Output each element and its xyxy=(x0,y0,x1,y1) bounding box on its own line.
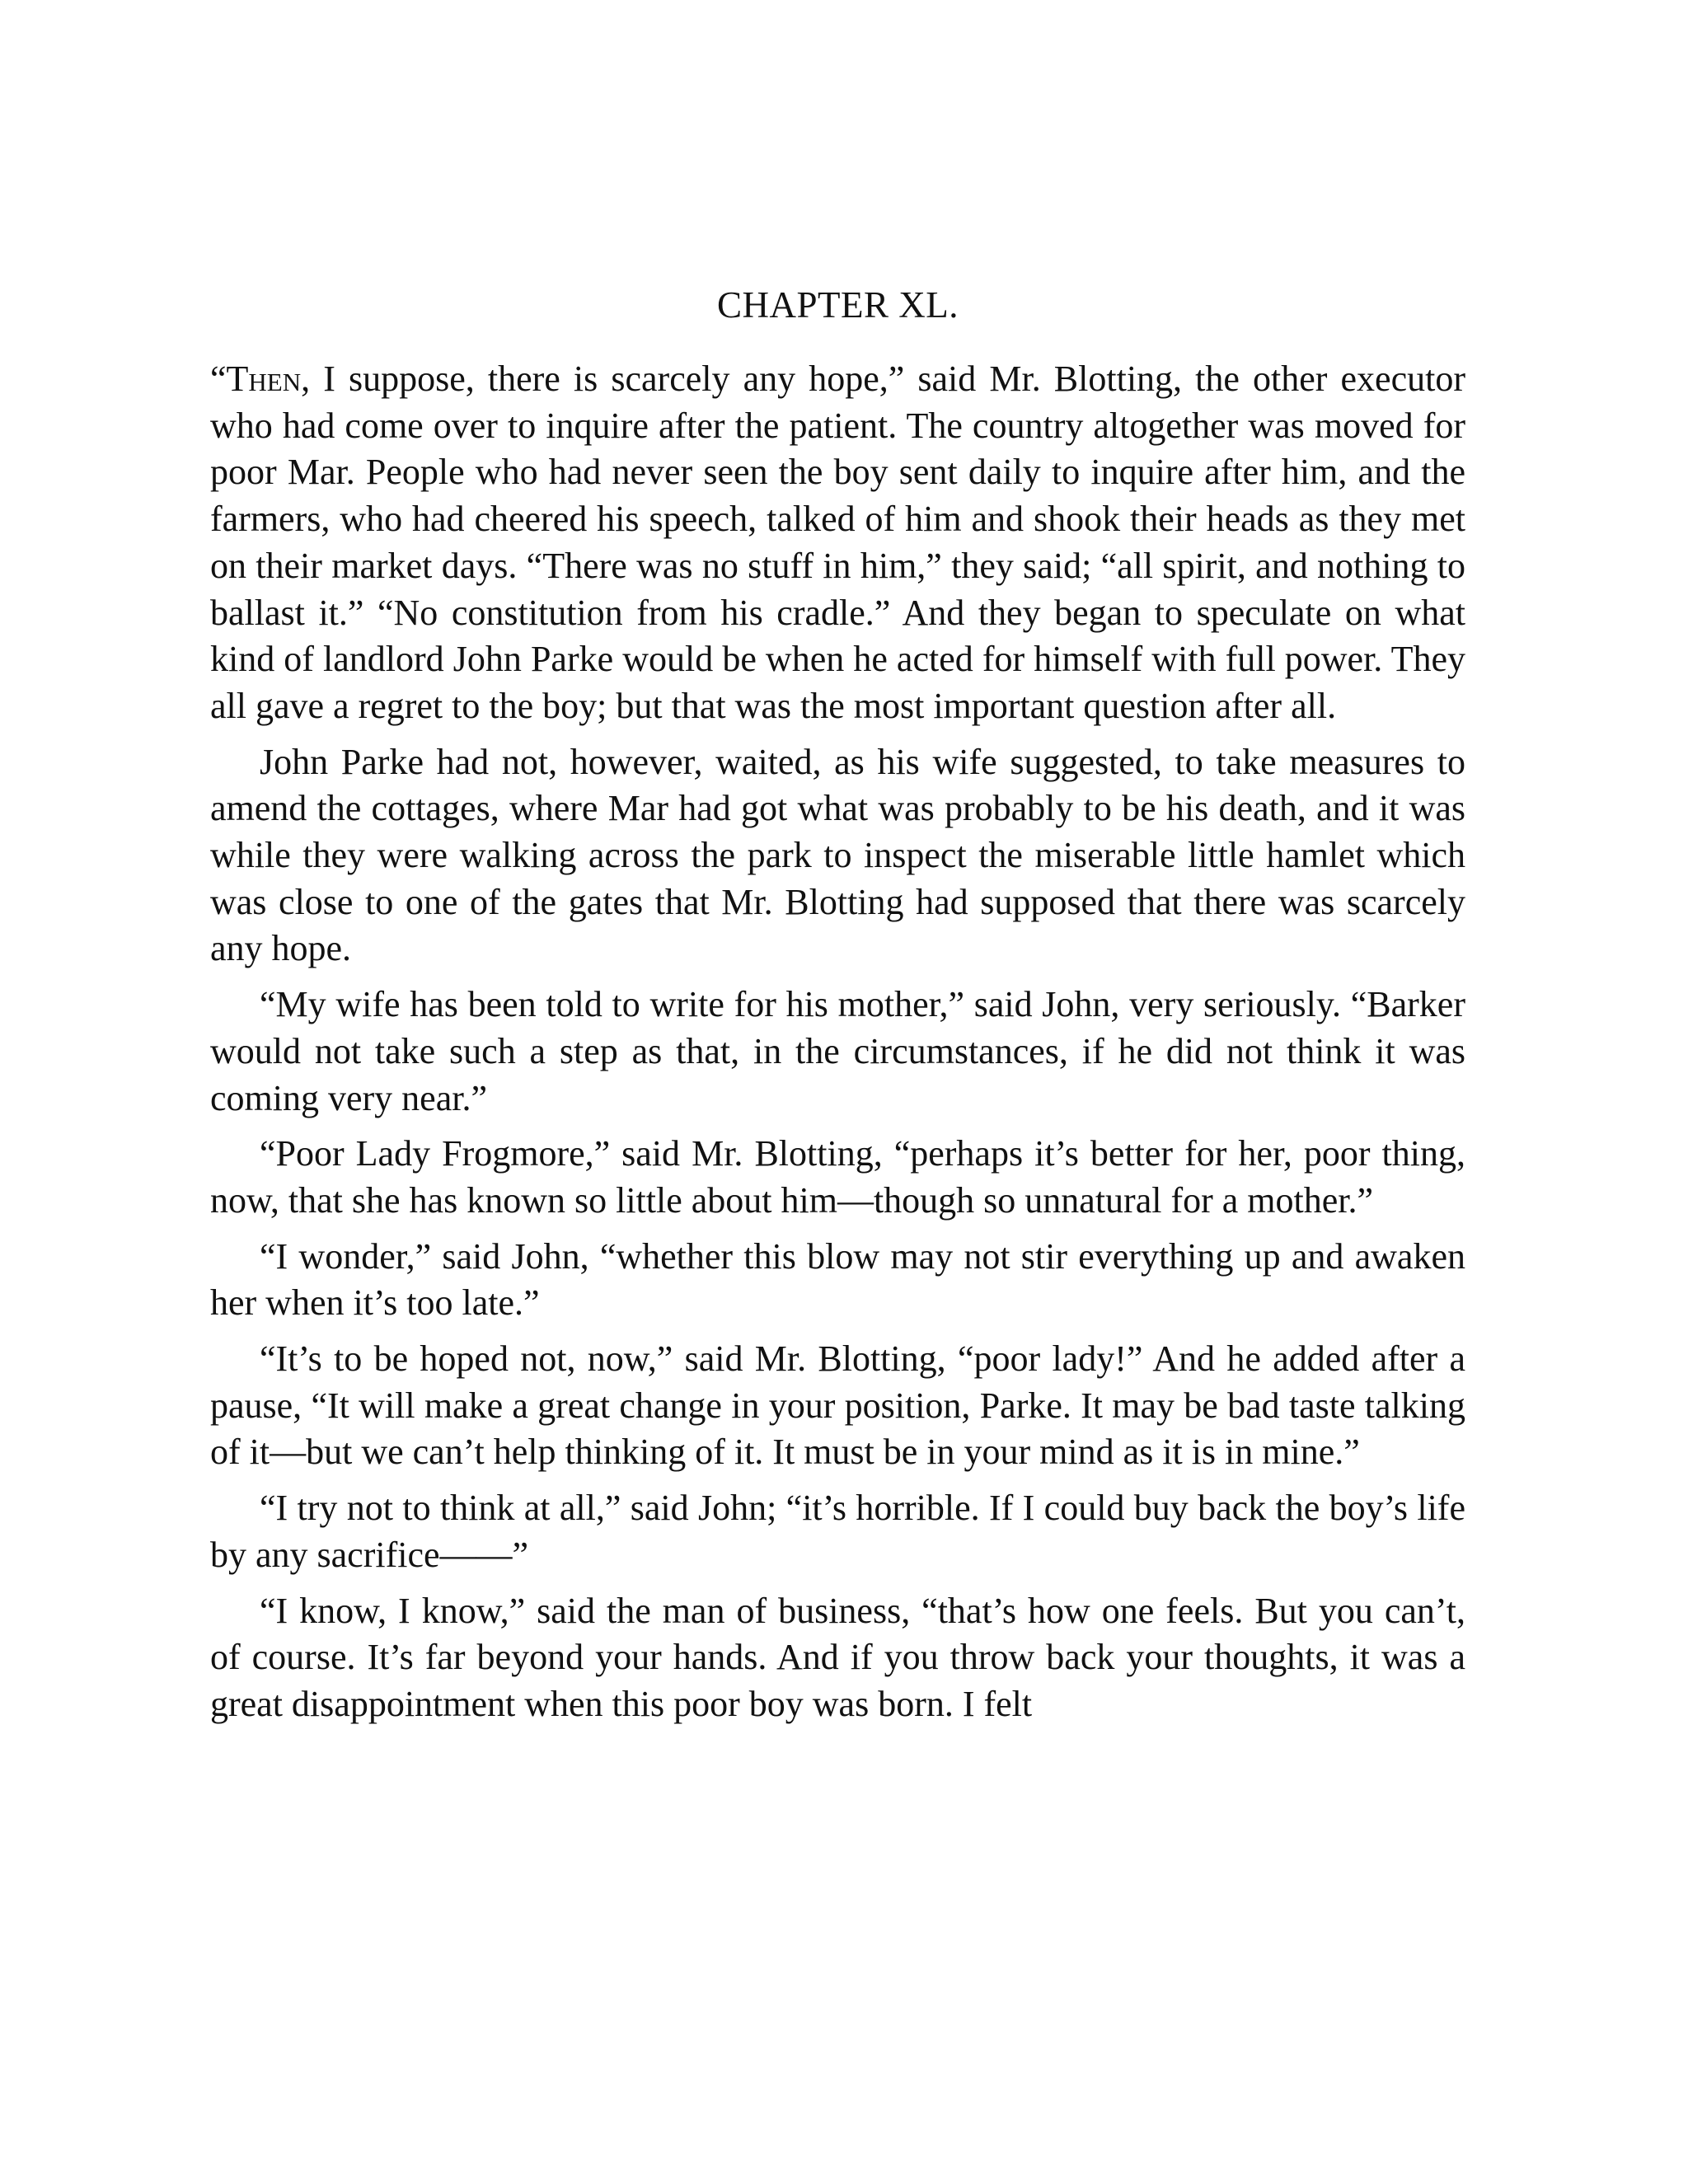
paragraph-5: “I wonder,” said John, “whether this blow may not stir everything up and awaken her when it’s too late.” xyxy=(210,1235,1465,1324)
paragraph-7: “I try not to think at all,” said John; “it’s horrible. If I could buy back the boy’s life by any sacrifice——” xyxy=(210,1488,1465,1575)
paragraph-1-open-quote: “ xyxy=(210,359,227,399)
paragraph-4: “Poor Lady Frogmore,” said Mr. Blotting, “perhaps it’s better for her, poor thing, now, that she has known so little about him—though so unnatural for a mother.” xyxy=(210,1133,1465,1221)
paragraph-1-smallcaps-lead: Then xyxy=(226,359,302,399)
chapter-title: CHAPTER XL. xyxy=(716,284,959,326)
book-page xyxy=(210,280,1465,1737)
paragraph-3: “My wife has been told to write for his mother,” said John, very seriously. “Barker would not take such a step as that, in the circumstances, if he did not think it was coming very near.” xyxy=(210,984,1465,1118)
paragraph-6: “It’s to be hoped not, now,” said Mr. Blotting, “poor lady!” And he added after a pause, “It will make a great change in your position, Parke. It may be bad taste talking of it—but we can’t help thinking of it. It must be in your mind as it is in mine.” xyxy=(210,1338,1465,1473)
paragraph-8: “I know, I know,” said the man of business, “that’s how one feels. But you can’t, of course. It’s far beyond your hands. And if you throw back your thoughts, it was a great disappointment when this poor boy was born. I felt xyxy=(210,1590,1465,1724)
paragraph-1 xyxy=(210,356,1465,730)
paragraph-2: John Parke had not, however, waited, as his wife suggested, to take measures to amend the cottages, where Mar had got what was probably to be his death, and it was while they were walking across the park to inspect the miserable little hamlet which was close to one of the gates that Mr. Blotting had supposed that there was scarcely any hope. xyxy=(210,741,1465,969)
paragraph-1-text: , I suppose, there is scarcely any hope,” said Mr. Blotting, the other executor who had come over to inquire after the patient. The country altogether was moved for poor Mar. People who had never seen the boy sent daily to inquire after him, and the farmers, who had cheered his speech, talked of him and shook their heads as they met on their market days. “There was no stuff in him,” they said; “all spirit, and nothing to ballast it.” “No constitution from his cradle.” And they began to speculate on what kind of landlord John Parke would be when he acted for himself with full power. They all gave a regret to the boy; but that was the most important question after all. xyxy=(210,359,1465,726)
